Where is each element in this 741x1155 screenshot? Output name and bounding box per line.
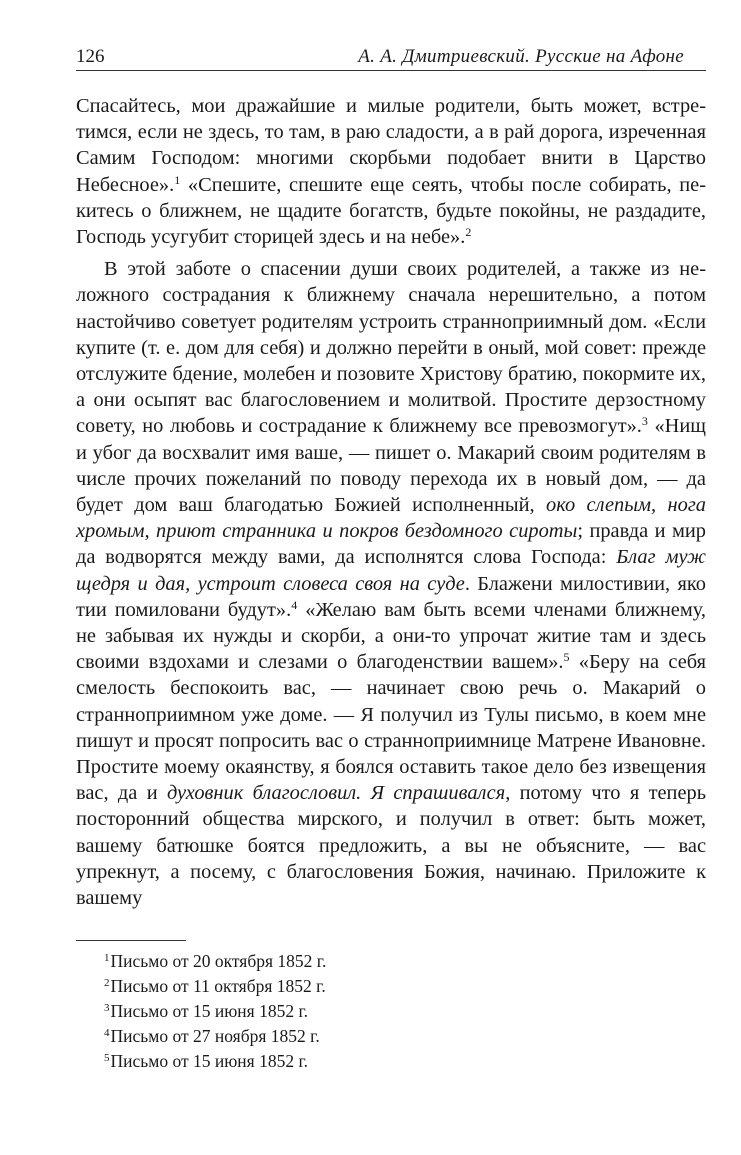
paragraph-2-text-1: В этой заботе о спасении души своих родителей, а также из неложного сострадания к ближнему сначала нерешительно, а потом настойчиво советует родителям устроить странноприимный дом. «Если купите (т. е. дом для себя) и должно перейти в оный, мой совет: прежде отслужите бдение, молебен и позовите Христову братию, покормите их, а они осыпят вас благословением и молитвой. Простите дерзостному совету, но любовь и сострадание к ближнему все превозмогут». (76, 258, 706, 438)
book-page (76, 44, 706, 1074)
footnote-1-text: Письмо от 20 октября 1852 г. (110, 951, 327, 972)
paragraph-1-text: Спасайтесь, мои дражайшие и милые родители, быть может, встретимся, если не здесь, то там, в раю сладости, а в рай дорога, изреченная Самим Господом: многими скорбьми подобает внити в Царство Небесное». (76, 95, 706, 196)
paragraph-2-text-6: «Беру на себя смелость беспокоить вас, — начинает свою речь о. Макарий о странноприимном уже доме. — Я получил из Тулы письмо, в коем мне пишут и просят попросить вас о странноприимнице Матрене Ивановне. Простите моему окаянству, я боялся оставить такое дело без извещения вас, да и (76, 651, 706, 805)
footnote-4 (104, 1024, 706, 1049)
paragraph-2 (76, 256, 706, 911)
footnote-3-text: Письмо от 15 июня 1852 г. (110, 1001, 309, 1022)
running-header (76, 44, 706, 71)
footnote-ref-2: 2 (465, 225, 472, 240)
footnote-ref-4: 4 (291, 597, 298, 612)
footnote-divider (76, 940, 186, 941)
footnote-ref-3: 3 (641, 414, 648, 429)
footnote-2 (104, 974, 706, 999)
paragraph-1 (76, 93, 706, 250)
page-number: 126 (76, 46, 105, 67)
footnote-5-number: 5 (104, 1052, 110, 1065)
paragraph-2-text-2: «Нищ и убог да восхвалит имя ваше, — пишет о. Макарий своим родителям в числе прочих пожеланий по поводу перехода их в новый дом, — да будет дом ваш благодатью Божией исполненный, (76, 415, 706, 517)
footnote-4-text: Письмо от 27 ноября 1852 г. (110, 1026, 320, 1047)
footnote-2-text: Письмо от 11 октября 1852 г. (110, 976, 326, 997)
footnote-2-number: 2 (104, 977, 110, 990)
paragraph-1-text-2: «Спешите, спешите еще сеять, чтобы после собирать, пекитесь о ближнем, не щадите богатств, будьте покойны, не раздадите, Господь усугубит сторицей здесь и на небе». (76, 173, 706, 249)
paragraph-2-text-7: , потому что я теперь посторонний общества мирского, и получил в ответ: быть может, вашему батюшке боятся предложить, а вы не объясните, — вас упрекнут, а посему, с благословения Божия, начинаю. Приложите к вашему (76, 782, 707, 910)
footnote-ref-5: 5 (563, 650, 570, 665)
footnotes (76, 949, 706, 1074)
paragraph-2-text-4: . Блажени милостивии, яко тии помиловани будут». (76, 572, 706, 621)
footnote-5-text: Письмо от 15 июня 1852 г. (110, 1051, 309, 1072)
italic-quote-2: Благ муж щедря и дая, устроит словеса своя на суде (76, 546, 706, 595)
footnote-1-number: 1 (104, 952, 110, 965)
running-title: А. А. Дмитриевский. Русские на Афоне (358, 46, 684, 67)
italic-quote-3: духовник благословил. Я спрашивался (166, 782, 506, 805)
footnote-ref-1: 1 (174, 172, 181, 187)
footnote-3-number: 3 (104, 1002, 110, 1015)
italic-quote-1: око слепым, нога хромым, приют странника и покров бездомного сироты (76, 494, 706, 543)
footnote-4-number: 4 (104, 1027, 110, 1040)
paragraph-2-text-5: «Желаю вам быть всеми членами ближнему, не забывая их нужды и скорби, а они-то упрочат житие там и здесь своими вздохами и слезами о благоденствии вашем». (76, 598, 706, 674)
paragraph-2-text-3: ; правда и мир да водворятся между вами, да исполнятся слова Господа: (76, 520, 706, 569)
footnote-1 (104, 949, 706, 974)
page-body (76, 93, 706, 911)
footnote-3 (104, 999, 706, 1024)
footnote-5 (104, 1049, 706, 1074)
